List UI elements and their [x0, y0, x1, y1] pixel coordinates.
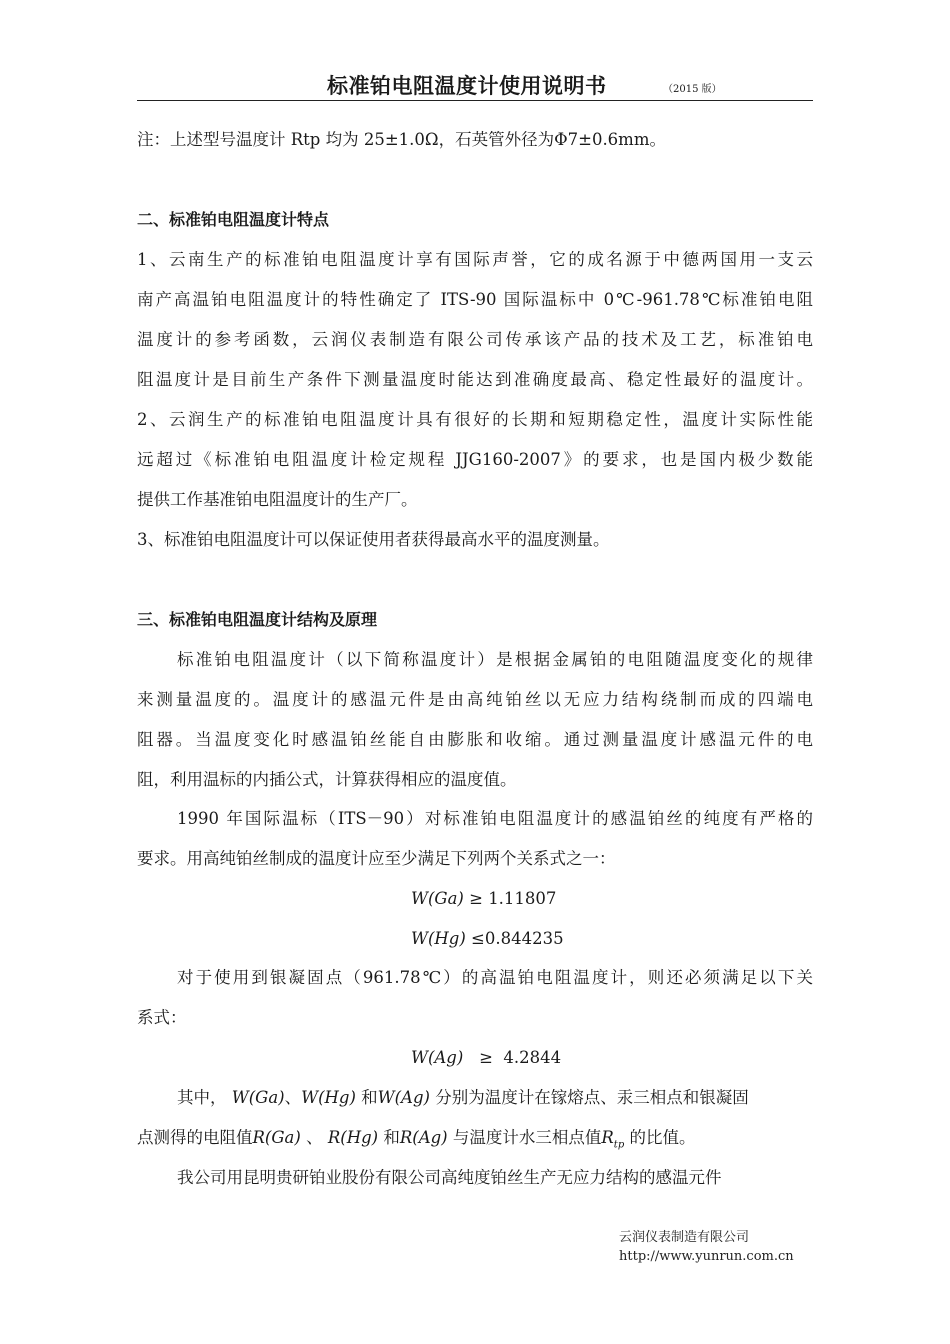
text-run: 分别为温度计在镓熔点、汞三相点和银凝固 [435, 1088, 749, 1107]
section3-paragraph-line: 系式： [137, 1008, 187, 1027]
document-title: 标准铂电阻温度计使用说明书 [327, 74, 607, 98]
definition-line [177, 1086, 813, 1110]
text-run: 点测得的电阻值 [137, 1128, 253, 1147]
text-run: 其中， [177, 1088, 227, 1107]
text-run: 、 [306, 1128, 323, 1147]
symbol-r-ga: R(Ga) [252, 1128, 301, 1147]
definition-line [137, 1126, 813, 1157]
text-run: 与温度计水三相点值 [452, 1128, 602, 1147]
symbol-w-hg: W(Hg) [301, 1088, 356, 1107]
section3-heading: 三、标准铂电阻温度计结构及原理 [137, 610, 378, 629]
section3-paragraph-line: 对于使用到银凝固点（961.78℃）的高温铂电阻温度计，则还必须满足以下关 [177, 968, 813, 987]
text-run: 和 [383, 1128, 400, 1147]
section3-paragraph-line: 来测量温度的。温度计的感温元件是由高纯铂丝以无应力结构绕制而成的四端电 [137, 690, 813, 709]
formula-value: 0.844235 [484, 929, 564, 948]
formula-operator: ≤ [471, 929, 485, 948]
symbol-r-tp [601, 1128, 625, 1151]
formula-w-ga [411, 887, 556, 911]
section2-line: 南产高温铂电阻温度计的特性确定了 ITS-90 国际温标中 0℃-961.78℃标准铂电阻 [137, 290, 813, 309]
section3-paragraph-line: 阻器。当温度变化时感温铂丝能自由膨胀和收缩。通过测量温度计感温元件的电 [137, 730, 813, 749]
formula-w-hg [411, 927, 564, 951]
symbol-w-ga: W(Ga) [231, 1088, 285, 1107]
formula-value: 1.11807 [488, 889, 557, 908]
text-run: 和 [361, 1088, 378, 1107]
formula-lhs: W(Ag) [411, 1048, 464, 1067]
section3-paragraph-line: 1990 年国际温标（ITS－90）对标准铂电阻温度计的感温铂丝的纯度有严格的 [177, 809, 813, 828]
section3-paragraph-line: 阻，利用温标的内插公式，计算获得相应的温度值。 [137, 770, 517, 789]
section2-line: 温度计的参考函数，云润仪表制造有限公司传承该产品的技术及工艺，标准铂电 [137, 330, 813, 349]
symbol-r-ag: R(Ag) [399, 1128, 448, 1147]
section2-line: 1、云南生产的标准铂电阻温度计享有国际声誉，它的成名源于中德两国用一支云 [137, 250, 813, 269]
section2-line: 阻温度计是目前生产条件下测量温度时能达到准确度最高、稳定性最好的温度计。 [137, 370, 813, 389]
symbol-subscript: tp [613, 1139, 625, 1151]
page-footer [619, 1228, 794, 1266]
section2-heading: 二、标准铂电阻温度计特点 [137, 210, 330, 229]
formula-lhs: W(Hg) [411, 929, 466, 948]
footer-url: http://www.yunrun.com.cn [619, 1249, 794, 1264]
section2-line: 提供工作基准铂电阻温度计的生产厂。 [137, 490, 418, 509]
edition-label: （2015 版） [663, 84, 722, 95]
symbol-r-hg: R(Hg) [327, 1128, 379, 1147]
section2-line: 3、标准铂电阻温度计可以保证使用者获得最高水平的温度测量。 [137, 530, 610, 549]
page-header [137, 68, 813, 101]
symbol-r: R [601, 1128, 614, 1147]
formula-operator: ≥ [469, 889, 483, 908]
footer-company: 云润仪表制造有限公司 [619, 1230, 750, 1245]
section3-paragraph-line: 我公司用昆明贵研铂业股份有限公司高纯度铂丝生产无应力结构的感温元件 [177, 1168, 722, 1187]
formula-operator: ≥ [479, 1048, 493, 1067]
formula-w-ag [411, 1046, 561, 1070]
section2-line: 远超过《标准铂电阻温度计检定规程 JJG160-2007》的要求，也是国内极少数能 [137, 450, 813, 469]
section3-paragraph-line: 要求。用高纯铂丝制成的温度计应至少满足下列两个关系式之一： [137, 849, 616, 868]
text-run: 、 [284, 1088, 302, 1107]
symbol-w-ag: W(Ag) [377, 1088, 430, 1107]
section3-paragraph-line: 标准铂电阻温度计（以下简称温度计）是根据金属铂的电阻随温度变化的规律 [177, 650, 813, 669]
text-run: 的比值。 [629, 1128, 696, 1147]
formula-lhs: W(Ga) [411, 889, 464, 908]
section2-line: 2、云润生产的标准铂电阻温度计具有很好的长期和短期稳定性，温度计实际性能 [137, 410, 813, 429]
formula-value: 4.2844 [503, 1048, 562, 1067]
model-note: 注：上述型号温度计 Rtp 均为 25±1.0Ω，石英管外径为Φ7±0.6mm。 [137, 130, 666, 149]
